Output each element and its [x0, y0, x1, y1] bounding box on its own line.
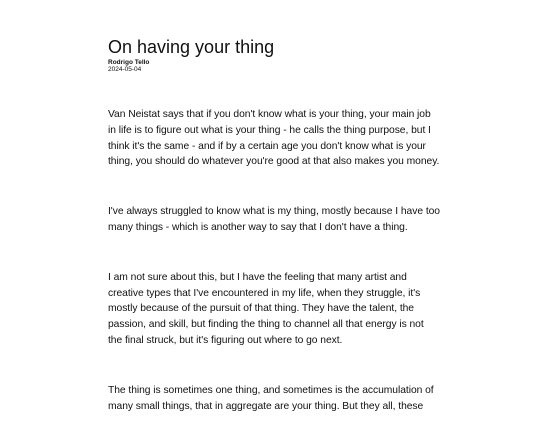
paragraph: I've always struggled to know what is my thing, mostly because I have too many things - which is another way to say that I don't have a thing.: [108, 206, 440, 233]
paragraph: The thing is sometimes one thing, and sometimes is the accumulation of many small things, that in aggregate are your thing. But they all, these: [108, 384, 434, 412]
paragraph: I am not sure about this, but I have the feeling that many artist and creative types that I've encountered in my life, when they struggle, it's mostly because of the pursuit of that thing. They have the talent, the passion, and skill, but finding the thing to channel all that energy is not the final struck, but it's figuring out where to go next.: [108, 271, 424, 346]
article: [108, 36, 438, 448]
post-title: On having your thing: [108, 37, 275, 57]
post-body: [108, 107, 438, 414]
post-date: 2024-05-04: [108, 66, 142, 73]
post-author: Rodrigo Tello: [108, 59, 150, 66]
paragraph: Van Neistat says that if you don't know what is your thing, your main job in life is to figure out what is your thing - he calls the thing purpose, but I think it's the same - and if by a certain age you don't know what is your thing, you should do whatever you're good at that also makes you money.: [108, 109, 440, 168]
